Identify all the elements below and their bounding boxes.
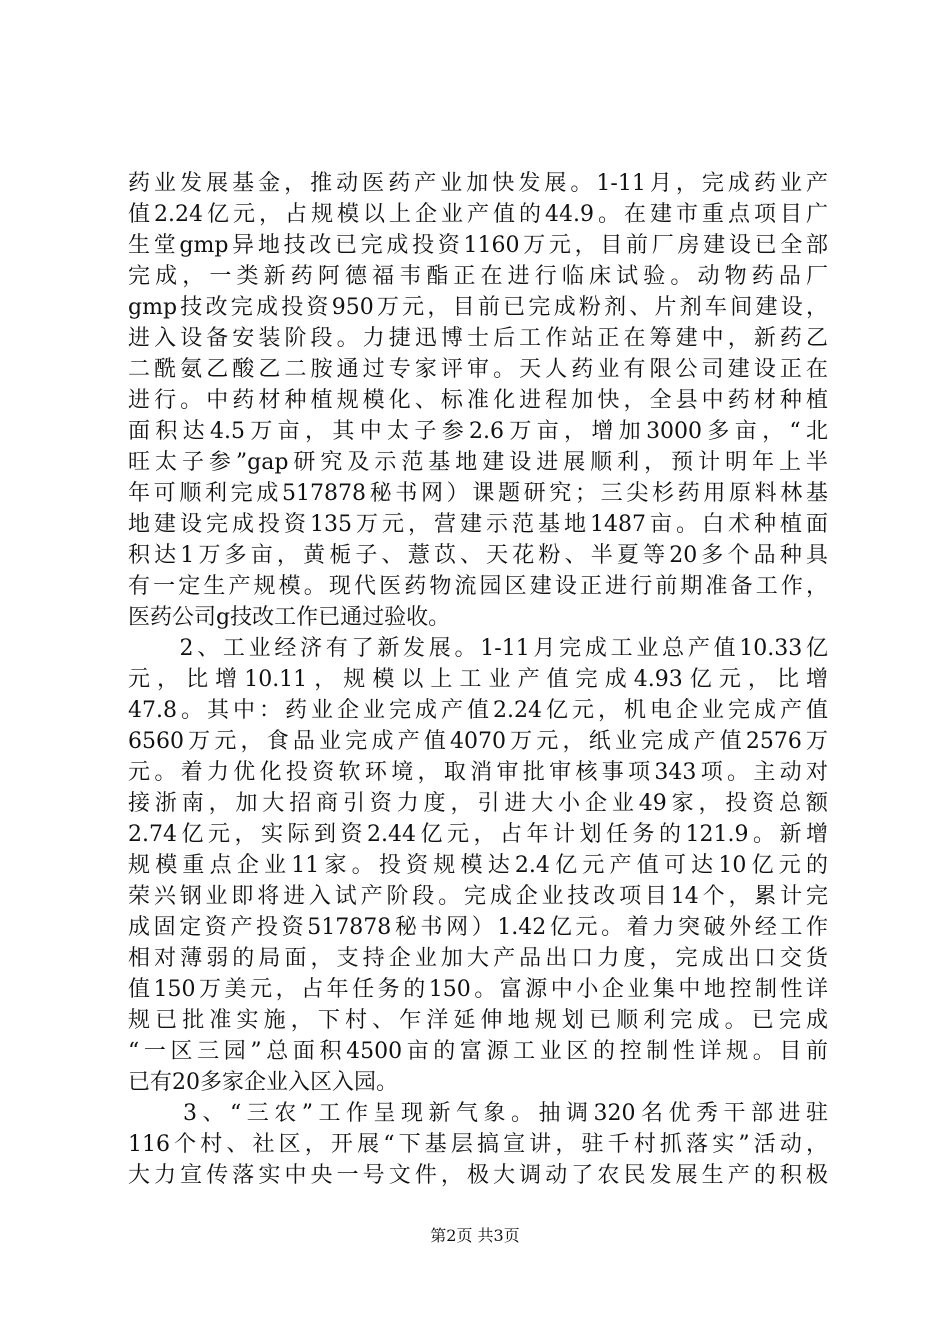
text-line: 已有20多家企业入区入园。 [128,1070,398,1095]
text-line: 接浙南，加大招商引资力度，引进大小企业49家，投资总额 [128,791,828,816]
text-line: 2.74亿元，实际到资2.44亿元，占年计划任务的121.9。新增 [128,822,828,847]
text-line: 规模重点企业11家。投资规模达2.4亿元产值可达10亿元的 [128,853,828,878]
text-line: gmp技改完成投资950万元，目前已完成粉剂、片剂车间建设， [128,295,828,320]
text-line: “一区三园”总面积4500亩的富源工业区的控制性详规。目前 [128,1039,828,1064]
text-line: 大力宣传落实中央一号文件，极大调动了农民发展生产的积极 [128,1163,828,1188]
text-line: 进行。中药材种植规模化、标准化进程加快，全县中药材种植 [128,388,828,413]
text-line: 积达1万多亩，黄栀子、薏苡、天花粉、半夏等20多个品种具 [128,543,828,568]
document-body [128,168,828,1191]
text-line: 医药公司g技改工作已通过验收。 [128,605,451,630]
text-line: 47.8。其中：药业企业完成产值2.24亿元，机电企业完成产值 [128,698,828,723]
text-line: 6560万元，食品业完成产值4070万元，纸业完成产值2576万 [128,729,828,754]
page-footer: 第2页 共3页 [430,1226,520,1245]
text-line: 元，比增10.11，规模以上工业产值完成4.93亿元，比增 [128,667,828,692]
text-line: 完成，一类新药阿德福韦酯正在进行临床试验。动物药品厂 [128,264,828,289]
text-line: 有一定生产规模。现代医药物流园区建设正进行前期准备工作， [128,574,828,599]
text-line: 进入设备安装阶段。力捷迅博士后工作站正在筹建中，新药乙 [128,326,828,351]
text-line: 116个村、社区，开展“下基层搞宣讲，驻千村抓落实”活动， [128,1132,828,1157]
text-line: 成固定资产投资517878秘书网）1.42亿元。着力突破外经工作 [128,915,828,940]
text-line: 旺太子参”gap研究及示范基地建设进展顺利，预计明年上半 [128,450,828,475]
text-line: 值2.24亿元，占规模以上企业产值的44.9。在建市重点项目广 [128,202,828,227]
text-line: 2、工业经济有了新发展。1-11月完成工业总产值10.33亿 [128,636,828,661]
text-line: 规已批准实施，下村、乍洋延伸地规划已顺利完成。已完成 [128,1008,828,1033]
text-line: 面积达4.5万亩，其中太子参2.6万亩，增加3000多亩，“北 [128,419,828,444]
text-line: 相对薄弱的局面，支持企业加大产品出口力度，完成出口交货 [128,946,828,971]
text-line: 药业发展基金，推动医药产业加快发展。1-11月，完成药业产 [128,171,828,196]
text-line: 地建设完成投资135万元，营建示范基地1487亩。白术种植面 [128,512,828,537]
text-line: 年可顺利完成517878秘书网）课题研究；三尖杉药用原料林基 [128,481,828,506]
text-line: 二酰氨乙酸乙二胺通过专家评审。天人药业有限公司建设正在 [128,357,828,382]
text-line: 3、“三农”工作呈现新气象。抽调320名优秀干部进驻 [128,1101,828,1126]
text-line: 元。着力优化投资软环境，取消审批审核事项343项。主动对 [128,760,828,785]
text-line: 值150万美元，占年任务的150。富源中小企业集中地控制性详 [128,977,828,1002]
text-line: 生堂gmp异地技改已完成投资1160万元，目前厂房建设已全部 [128,233,828,258]
text-line: 荣兴钢业即将进入试产阶段。完成企业技改项目14个，累计完 [128,884,828,909]
